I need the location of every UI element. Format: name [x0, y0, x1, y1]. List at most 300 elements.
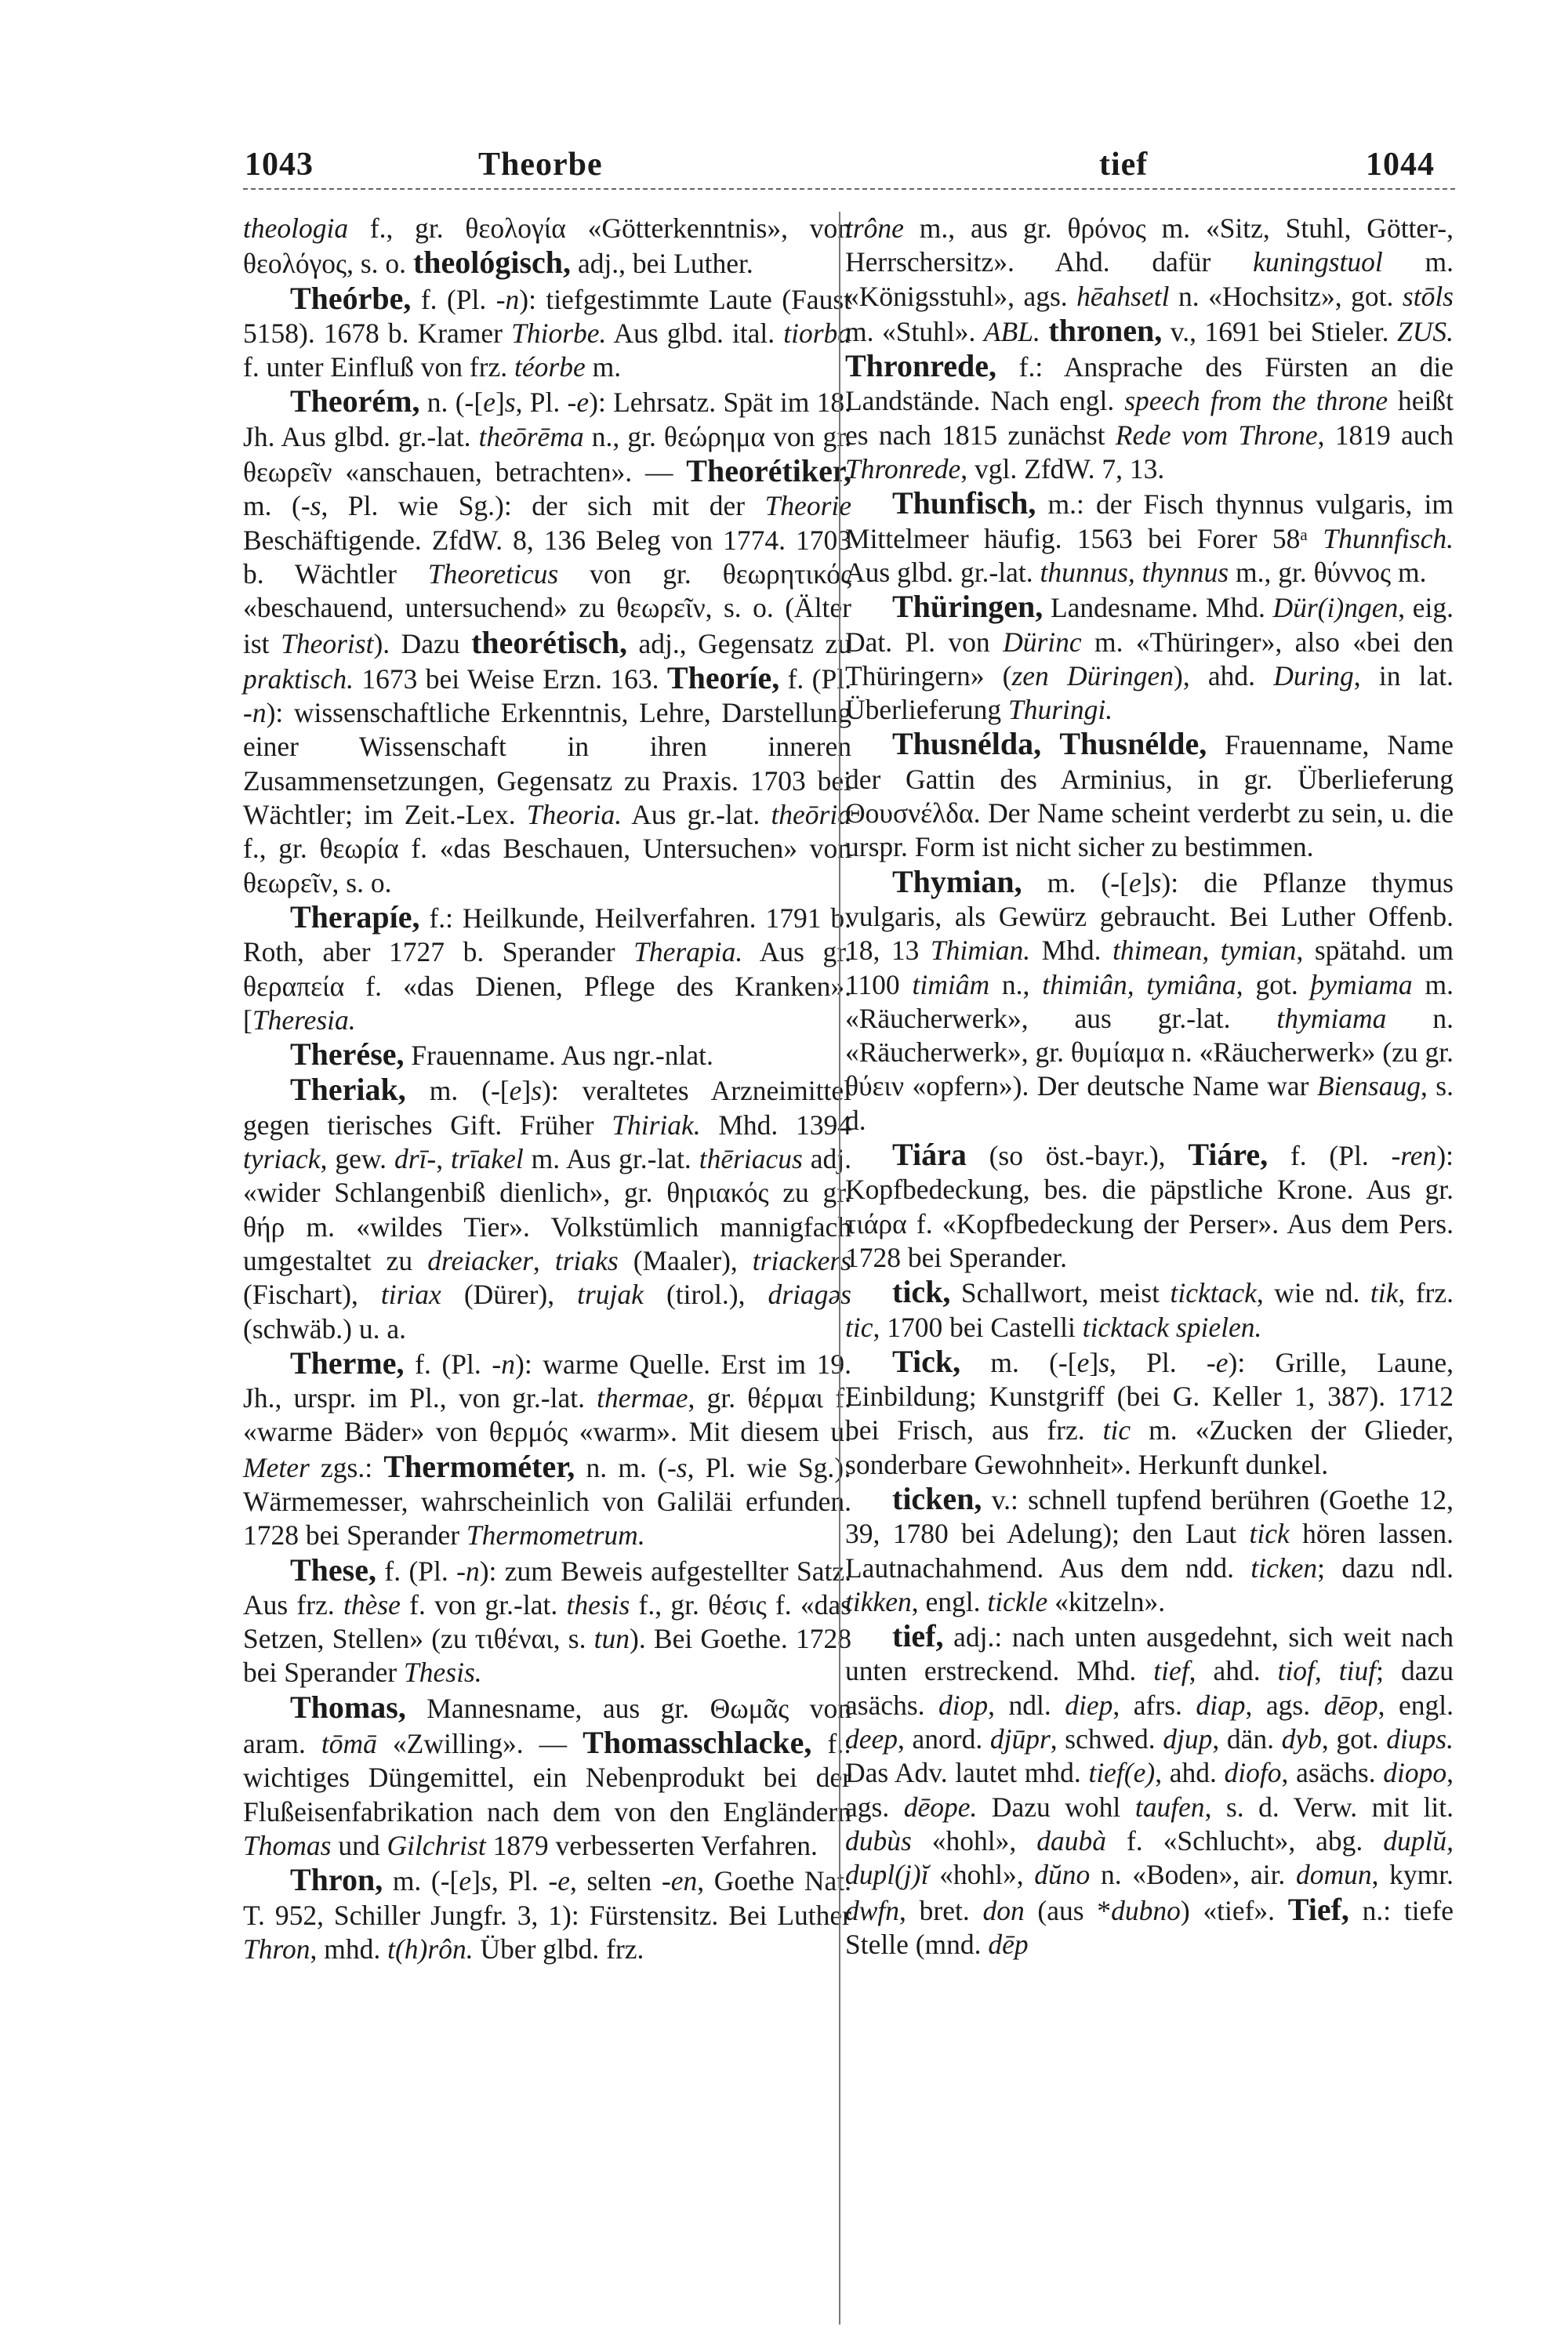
italic-text: dreiacker	[427, 1244, 533, 1276]
text-run: m. (-[	[1022, 866, 1129, 898]
italic-text: tic	[845, 1311, 873, 1343]
headword: Thomasschlacke,	[583, 1725, 812, 1761]
text-run: f.: Heilkunde, Heilverfahren. 1791 b. Roth, aber 1727 b. Sperander	[243, 902, 851, 968]
text-run: , kymr.	[1371, 1859, 1454, 1891]
headword: Theorétiker,	[686, 453, 851, 489]
italic-text: Thiorbe.	[511, 317, 607, 349]
text-run: f. (Pl. -	[376, 1555, 466, 1587]
text-run: m. «Zucken der Glieder, sonderbare Gewohnheit». Herkunft dunkel.	[845, 1414, 1454, 1480]
text-run: , engl.	[1377, 1689, 1454, 1721]
text-run: v.: schnell tupfend berühren (Goethe 12, 39, 1780 bei Adelung); den Laut	[845, 1483, 1454, 1550]
text-run: , ahd.	[1155, 1757, 1225, 1789]
headword: These,	[290, 1552, 376, 1588]
italic-text: During	[1273, 659, 1354, 691]
text-run: , ags.	[845, 1757, 1454, 1823]
headword: Theoríe,	[666, 659, 780, 695]
italic-text: tic	[1102, 1414, 1131, 1446]
italic-text: Biensaug	[1316, 1070, 1421, 1102]
text-run: , schwed.	[1050, 1723, 1163, 1755]
italic-text: e	[459, 1865, 472, 1897]
italic-text: Thron	[243, 1933, 310, 1965]
italic-text: tikken	[845, 1585, 912, 1617]
text-run: Schallwort, meist	[950, 1277, 1171, 1309]
text-run: m. (-[	[960, 1346, 1077, 1378]
text-run: , in lat. Überlieferung	[845, 659, 1454, 726]
text-run: heißt es nach 1815 zunächst	[845, 385, 1454, 451]
text-run: ). Dazu	[373, 627, 472, 659]
italic-text: e	[576, 387, 590, 419]
italic-text: e	[483, 387, 495, 419]
text-run: f. (Pl.	[411, 283, 496, 315]
italic-text: diopo	[1383, 1757, 1447, 1789]
italic-text: s	[1098, 1346, 1110, 1378]
column-divider	[839, 212, 840, 2325]
text-run: von gr. θεωρητικός «beschauend, untersuchend» zu θεωρεῖν, s. o. (Älter ist	[243, 557, 852, 659]
text-run: Mannesname, aus gr. Θωμᾶς von aram.	[243, 1692, 851, 1760]
text-run: , 1700 bei Castelli	[873, 1311, 1083, 1343]
text-run: ]	[471, 1865, 481, 1897]
text-run: , ahd.	[1189, 1655, 1278, 1687]
text-run: m. (-	[243, 490, 310, 522]
right-page-number: 1044	[1366, 147, 1435, 183]
entry-therme	[243, 1346, 851, 1553]
entry-tief	[845, 1619, 1454, 1962]
italic-text: tiorba	[783, 317, 852, 349]
right-running-title: tief	[1099, 147, 1149, 183]
headword: tief,	[892, 1618, 944, 1654]
italic-text: Thimian.	[930, 935, 1031, 967]
text-run: , vgl. ZfdW. 7, 13.	[960, 453, 1165, 485]
italic-text: domun	[1295, 1859, 1372, 1891]
text-run: ; dazu asächs.	[845, 1655, 1454, 1721]
headword: Thunfisch,	[892, 485, 1036, 521]
italic-text: Thiriak.	[612, 1109, 701, 1141]
italic-text: thermae	[597, 1382, 688, 1414]
text-run: Landesname. Mhd.	[1043, 592, 1273, 624]
headword: Thymian,	[892, 863, 1022, 899]
headword: Tiára	[892, 1137, 967, 1173]
entry-theorem	[243, 384, 851, 899]
text-run: «hohl»,	[928, 1859, 1035, 1891]
italic-text: Gilchrist	[387, 1829, 486, 1861]
text-run: n. «Hochsitz», got.	[1169, 280, 1403, 312]
text-run: n., gr. θεώρημα von gr. θεωρεῖν «anschauen, betrachten». —	[243, 420, 851, 488]
text-run: «Zwilling». —	[376, 1728, 583, 1760]
text-run: , engl.	[911, 1585, 988, 1617]
italic-text: zen Düringen	[1011, 659, 1174, 691]
italic-text: tiof, tiuf	[1277, 1655, 1377, 1687]
text-run: , spätahd. um 1100	[845, 935, 1454, 1000]
italic-text: n	[252, 697, 267, 729]
italic-text: hēahsetl	[1076, 280, 1170, 312]
italic-text: e	[1215, 1346, 1229, 1378]
text-run: n.: tiefe Stelle (mnd.	[845, 1894, 1454, 1960]
italic-text: téorbe	[514, 351, 586, 383]
text-run: , frz.	[1398, 1277, 1454, 1309]
text-run: , eig. Dat. Pl. von	[845, 592, 1454, 658]
entry-therese	[243, 1037, 851, 1073]
text-run: n. m. (-	[575, 1451, 677, 1483]
left-running-title: Theorbe	[478, 147, 603, 183]
entry-tick-2	[845, 1345, 1454, 1482]
text-run: , dän.	[1212, 1723, 1282, 1755]
italic-text: Thesis.	[404, 1657, 482, 1689]
entry-thomas	[243, 1690, 851, 1863]
italic-text: diop	[938, 1689, 989, 1721]
text-run: ): tiefgestimmte Laute (Faust 5158). 1678 b. Kramer	[243, 283, 851, 349]
text-run: ): Kopfbedeckung, bes. die päpstliche Krone. Aus gr. τιάρα f. «Kopfbedeckung der Perser». Aus dem Pers. 1728 bei Sperander.	[845, 1140, 1454, 1273]
italic-text: dwfn	[845, 1894, 900, 1926]
text-run: v., 1691 bei Stieler.	[1162, 315, 1397, 347]
italic-text: dēope.	[903, 1791, 978, 1823]
text-run: m., gr. θύννος m.	[1229, 556, 1427, 588]
italic-text: trujak	[577, 1279, 644, 1311]
text-run: ): Grille, Laune, Einbildung; Kunstgriff (bei G. Keller 1, 387). 1712 bei Frisch, aus frz.	[845, 1346, 1454, 1446]
text-run: , gr. θέρμαι f. «warme Bäder» von θερμός «warm». Mit diesem u.	[243, 1382, 851, 1448]
italic-text: e	[1076, 1346, 1090, 1378]
text-run: f. «Schlucht», abg.	[1105, 1824, 1384, 1857]
headword: Theorém,	[290, 383, 420, 419]
italic-text: thèse	[343, 1588, 401, 1621]
text-run: Beschäftigende. ZfdW. 8, 136 Beleg von 1774. 1703 b. Wächtler	[243, 524, 851, 590]
italic-text: duplŭ, dupl(j)ĭ	[845, 1824, 1454, 1891]
italic-text: taufen	[1134, 1791, 1205, 1823]
italic-text: e	[557, 1865, 570, 1897]
italic-text: s	[480, 1865, 492, 1897]
italic-text: djūpr	[989, 1723, 1051, 1755]
italic-text: tun	[593, 1623, 630, 1655]
text-run: f., gr. θέσις f. «das Setzen, Stellen» (zu τιθέναι, s.	[243, 1588, 851, 1655]
text-run: ,	[532, 1244, 555, 1276]
text-run: zgs.:	[309, 1451, 384, 1483]
text-run: ) «tief».	[1180, 1894, 1288, 1926]
text-run: f. unter Einfluß von frz.	[243, 351, 515, 383]
text-run: m. «Räucherwerk», aus gr.-lat.	[845, 968, 1454, 1034]
italic-text: djup	[1163, 1723, 1213, 1755]
italic-text: tickle	[987, 1585, 1048, 1617]
headword: Therme,	[290, 1345, 405, 1381]
italic-text: triaks	[554, 1244, 619, 1276]
text-run: , Pl. -	[1109, 1346, 1216, 1378]
text-run: Frauenname, Name der Gattin des Arminius, in gr. Überlieferung Θουσνέλδα. Der Name scheint verderbt zu sein, u. die urspr. Form ist nicht sicher zu bestimmen.	[845, 729, 1454, 863]
text-run: , bret.	[899, 1894, 983, 1926]
italic-text: speech from the throne	[1124, 385, 1388, 417]
text-run: ; dazu ndl.	[1317, 1552, 1454, 1584]
text-run: ]	[1089, 1346, 1099, 1378]
headword: Thomas,	[290, 1689, 406, 1725]
italic-text: trône	[845, 212, 904, 244]
italic-text: s	[1150, 866, 1162, 898]
text-run: m.: der Fisch thynnus vulgaris, im Mittelmeer häufig. 1563 bei Forer 58ᵃ	[845, 488, 1454, 554]
text-run: , Pl. -	[491, 1865, 558, 1897]
headword: Thron,	[290, 1862, 383, 1898]
text-run: f. (Pl. -	[243, 662, 851, 729]
text-run: n. «Boden», air.	[1090, 1859, 1296, 1891]
text-run: ): veraltetes Arzneimittel gegen tierisches Gift. Früher	[243, 1075, 851, 1141]
italic-text: thēriacus	[699, 1143, 803, 1175]
headword: Theriak,	[290, 1072, 406, 1108]
text-run: Aus gr.-lat.	[622, 799, 771, 831]
entry-thusnelda	[845, 727, 1454, 864]
italic-text: theōrēma	[478, 420, 584, 452]
italic-text: theologia	[243, 212, 349, 244]
italic-text: Therapia.	[633, 936, 743, 968]
italic-text: ticktack	[1170, 1277, 1257, 1309]
italic-text: dubno	[1111, 1894, 1181, 1926]
text-run: n. «Räucherwerk», gr. θυμίαμα n. «Räucherwerk» (zu gr. θύειν «opfern»). Der deutsche Name war	[845, 1002, 1454, 1102]
text-run: adj., Gegensatz zu	[626, 627, 851, 659]
italic-text: þymiama	[1310, 968, 1413, 1000]
italic-text: ticktack spielen.	[1082, 1311, 1262, 1343]
italic-text: en	[670, 1865, 698, 1897]
text-run: f., gr. θεολογία «Götterkenntnis», von θεολόγος, s. o.	[243, 212, 851, 280]
text-run: , Pl. -	[515, 387, 577, 419]
italic-text: thimean, tymian	[1112, 935, 1297, 967]
italic-text: tyriack	[243, 1143, 321, 1175]
italic-text: Dürinc	[1003, 626, 1082, 658]
italic-text: tief	[1153, 1655, 1189, 1687]
text-run: (tirol.),	[643, 1279, 768, 1311]
entry-tiara	[845, 1138, 1454, 1275]
text-run: Aus glbd. ital.	[606, 317, 784, 349]
headword: Tiáre,	[1188, 1137, 1269, 1173]
text-run: m. (-[	[405, 1075, 510, 1107]
italic-text: dēp	[988, 1928, 1029, 1960]
italic-text: Theorist	[281, 627, 374, 659]
text-run: m. «Thüringer», also «bei den Thüringern» (	[845, 626, 1454, 691]
italic-text: ren	[1400, 1140, 1437, 1172]
text-run: , gew.	[320, 1143, 394, 1175]
italic-text: diups.	[1386, 1723, 1454, 1755]
italic-text: kuningstuol	[1253, 246, 1383, 278]
text-run: ]	[521, 1075, 532, 1107]
italic-text: tiriax	[380, 1279, 441, 1311]
right-column	[845, 212, 1454, 1962]
text-run: ): wissenschaftliche Erkenntnis, Lehre, Darstellung einer Wissenschaft in ihren inneren Zusammensetzungen, Gegensatz zu Praxis. 1703 bei Wächtler; im Zeit.-Lex.	[243, 697, 851, 831]
text-run: m. «Stuhl».	[845, 315, 984, 347]
text-run: f.: Ansprache des Fürsten an die Landstände. Nach engl.	[845, 351, 1454, 417]
italic-text: thimiân, tymiâna	[1042, 968, 1236, 1000]
text-run: f. (Pl. -	[404, 1348, 502, 1380]
entry-theologia	[243, 212, 851, 281]
headword: Therése,	[290, 1036, 405, 1073]
text-run: Dazu wohl	[977, 1791, 1135, 1823]
text-run: ): warme Quelle. Erst im 19. Jh., urspr. im Pl., von gr.-lat.	[243, 1348, 851, 1414]
headword: ticken,	[892, 1480, 982, 1516]
text-run: (Dürer),	[441, 1279, 578, 1311]
text-run: «hohl»,	[911, 1824, 1037, 1857]
left-column	[243, 212, 851, 1966]
italic-text: diap	[1196, 1689, 1246, 1721]
italic-text: e	[509, 1075, 522, 1107]
text-run: Aus gr. θεραπεία f. «das Dienen, Pflege des Kranken». [	[243, 936, 851, 1036]
text-run: , asächs.	[1281, 1757, 1384, 1789]
headword: Thermométer,	[383, 1448, 575, 1484]
text-run: 1673 bei Weise Erzn. 163.	[354, 662, 667, 695]
text-run: n. (-[	[419, 387, 484, 419]
italic-text: ABL.	[983, 315, 1040, 347]
italic-text: diep	[1065, 1689, 1113, 1721]
text-run: ). Bei Goethe. 1728 bei Sperander	[243, 1623, 851, 1689]
italic-text: dubùs	[845, 1824, 912, 1857]
text-run: , got.	[1321, 1723, 1387, 1755]
text-run: ): Lehrsatz. Spät im 18. Jh. Aus glbd. gr.-lat.	[243, 387, 851, 452]
italic-text: ZUS.	[1397, 315, 1454, 347]
entry-tick-1	[845, 1275, 1454, 1345]
text-run: und	[331, 1829, 387, 1861]
headword: Thronrede,	[845, 348, 996, 384]
text-run: f., gr. θεωρία f. «das Beschauen, Untersuchen» von θεωρεῖν, s. o.	[243, 833, 851, 898]
entry-theriak	[243, 1073, 851, 1345]
italic-text: stōls	[1402, 280, 1454, 312]
italic-text: triackers	[752, 1244, 851, 1276]
italic-text: t(h)rôn.	[387, 1933, 474, 1965]
header-rule	[243, 188, 1455, 190]
text-run: , selten -	[569, 1865, 671, 1897]
text-run: , Pl. wie Sg.): der sich mit der	[321, 490, 765, 522]
text-run: ,	[436, 1143, 452, 1175]
text-run: , Pl. wie Sg.): Wärmemesser, wahrscheinlich von Galiläi erfunden. 1728 bei Sperander	[243, 1451, 851, 1552]
text-run: (schwäb.) u. a.	[243, 1312, 406, 1345]
italic-text: Thuringi.	[1007, 694, 1113, 726]
italic-text: Rede vom Throne	[1115, 419, 1318, 451]
text-run: Aus glbd. gr.-lat.	[845, 556, 1040, 588]
italic-text: timiâm	[912, 968, 990, 1000]
text-run: , s. d.	[845, 1070, 1454, 1136]
italic-text: Thermometrum.	[466, 1519, 645, 1552]
headword: Tick,	[892, 1343, 961, 1379]
italic-text: -n	[495, 283, 520, 315]
entry-thunfisch	[845, 486, 1454, 590]
text-run: , s. d. Verw. mit lit.	[1204, 1791, 1454, 1823]
headword: Tief,	[1287, 1891, 1349, 1927]
italic-text: diofo	[1224, 1757, 1282, 1789]
text-run: ), ahd.	[1174, 659, 1274, 691]
headword: thronen,	[1048, 312, 1163, 348]
italic-text: Thronrede	[845, 453, 961, 485]
text-run: Das Adv. lautet mhd.	[845, 1757, 1089, 1789]
entry-thron-cont	[845, 212, 1454, 486]
text-run: (Maaler),	[618, 1244, 753, 1276]
italic-text: n	[465, 1555, 480, 1587]
text-run: , mhd.	[310, 1933, 388, 1965]
text-run	[1040, 316, 1049, 347]
entry-theorbe	[243, 281, 851, 385]
italic-text: theōria	[771, 799, 851, 831]
italic-text: trīakel	[451, 1143, 524, 1175]
italic-text: Theorie	[764, 490, 851, 522]
headword: Theórbe,	[290, 280, 412, 316]
italic-text: Meter	[243, 1451, 310, 1483]
italic-text: Thomas	[243, 1829, 332, 1861]
text-run: , anord.	[898, 1723, 990, 1755]
italic-text: dyb	[1281, 1723, 1322, 1755]
italic-text: daubà	[1036, 1824, 1106, 1857]
entry-thron	[243, 1863, 851, 1966]
text-run: n.,	[989, 968, 1043, 1000]
italic-text: s	[310, 490, 321, 522]
text-run: f. von gr.-lat.	[400, 1588, 567, 1621]
text-run: ): zum Beweis aufgestellter Satz. Aus frz.	[243, 1555, 851, 1621]
italic-text: praktisch.	[243, 662, 354, 695]
italic-text: thunnus, thynnus	[1040, 556, 1229, 588]
text-run: ): die Pflanze thymus vulgaris, als Gewürz gebraucht. Bei Luther Offenb. 18, 13	[845, 866, 1454, 967]
entry-thymian	[845, 865, 1454, 1138]
italic-text: Theoreticus	[427, 557, 559, 590]
text-run: hören lassen. Lautnachahmend. Aus dem ndd.	[845, 1518, 1454, 1584]
entry-ticken	[845, 1482, 1454, 1619]
italic-text: Theresia.	[252, 1004, 356, 1036]
italic-text: thymiama	[1276, 1002, 1387, 1034]
text-run: m.	[585, 351, 622, 383]
text-run: m. (-[	[383, 1865, 459, 1897]
italic-text: deep	[845, 1723, 898, 1755]
italic-text: tik	[1370, 1277, 1399, 1309]
text-run: , Goethe Nat. T. 952, Schiller Jungfr. 3, 1): Fürstensitz. Bei Luther	[243, 1865, 851, 1931]
text-run: Frauenname. Aus ngr.-nlat.	[404, 1040, 713, 1072]
headword: Therapíe,	[290, 898, 420, 935]
entry-thueringen	[845, 590, 1454, 727]
italic-text: ticken	[1250, 1552, 1318, 1584]
italic-text: Dür(i)ngen	[1272, 592, 1399, 624]
italic-text: driagəs	[768, 1279, 851, 1311]
text-run: Mhd. 1394	[700, 1109, 851, 1141]
headword: tick,	[892, 1274, 951, 1310]
text-run: , 1819 auch	[1317, 419, 1454, 451]
headword: Thusnélda, Thusnélde,	[892, 726, 1207, 762]
italic-text: Thunnfisch.	[1323, 522, 1454, 554]
text-run: (Fischart),	[243, 1279, 381, 1311]
text-run: ]	[495, 387, 505, 419]
text-run: adj. «wider Schlangenbiß dienlich», gr. θηριακός zu gr. θήρ m. «wildes Tier». Volkstümlich mannigfach umgestaltet zu	[243, 1143, 852, 1276]
italic-text: n	[501, 1348, 515, 1380]
italic-text: thesis	[566, 1588, 630, 1621]
text-run: (aus *	[1024, 1894, 1112, 1926]
text-run: , ndl.	[988, 1689, 1065, 1721]
text-run: «kitzeln».	[1047, 1585, 1166, 1617]
text-run: m. «Königsstuhl», ags.	[845, 246, 1454, 312]
text-run: Über glbd. frz.	[473, 1933, 644, 1965]
text-run: ]	[1141, 866, 1151, 898]
text-run: m., aus gr. θρόνος m. «Sitz, Stuhl, Götter-, Herrschersitz». Ahd. dafür	[845, 212, 1454, 278]
text-run: m. Aus gr.-lat.	[523, 1143, 699, 1175]
headword: Thüringen,	[892, 589, 1044, 625]
italic-text: tōmā	[321, 1728, 377, 1760]
text-run: f. (Pl. -	[1268, 1140, 1401, 1172]
italic-text: e	[1128, 866, 1142, 898]
italic-text: drī-	[394, 1143, 437, 1175]
text-run: Mhd.	[1030, 935, 1113, 967]
italic-text: tick	[1249, 1518, 1290, 1550]
text-run: , got.	[1236, 968, 1311, 1000]
italic-text: Theoria.	[526, 799, 622, 831]
text-run: 1879 verbesserten Verfahren.	[485, 1829, 818, 1861]
italic-text: s	[676, 1451, 688, 1483]
text-run: , wie nd.	[1256, 1277, 1370, 1309]
italic-text: tief(e)	[1088, 1757, 1156, 1789]
text-run: (so öst.-bayr.),	[966, 1140, 1189, 1172]
headword: theológisch,	[412, 245, 572, 281]
text-run: f.: wichtiges Düngemittel, ein Nebenprodukt bei der Flußeisenfabrikation nach dem von den Engländern	[243, 1728, 852, 1828]
italic-text: s	[504, 387, 516, 419]
left-page-number: 1043	[245, 147, 314, 183]
italic-text: dēop	[1323, 1689, 1378, 1721]
entry-these	[243, 1553, 851, 1690]
italic-text: don	[982, 1894, 1025, 1926]
text-run: , afrs.	[1112, 1689, 1196, 1721]
italic-text: dŭno	[1034, 1859, 1091, 1891]
text-run: adj.: nach unten ausgedehnt, sich weit nach unten erstreckend. Mhd.	[845, 1621, 1454, 1687]
